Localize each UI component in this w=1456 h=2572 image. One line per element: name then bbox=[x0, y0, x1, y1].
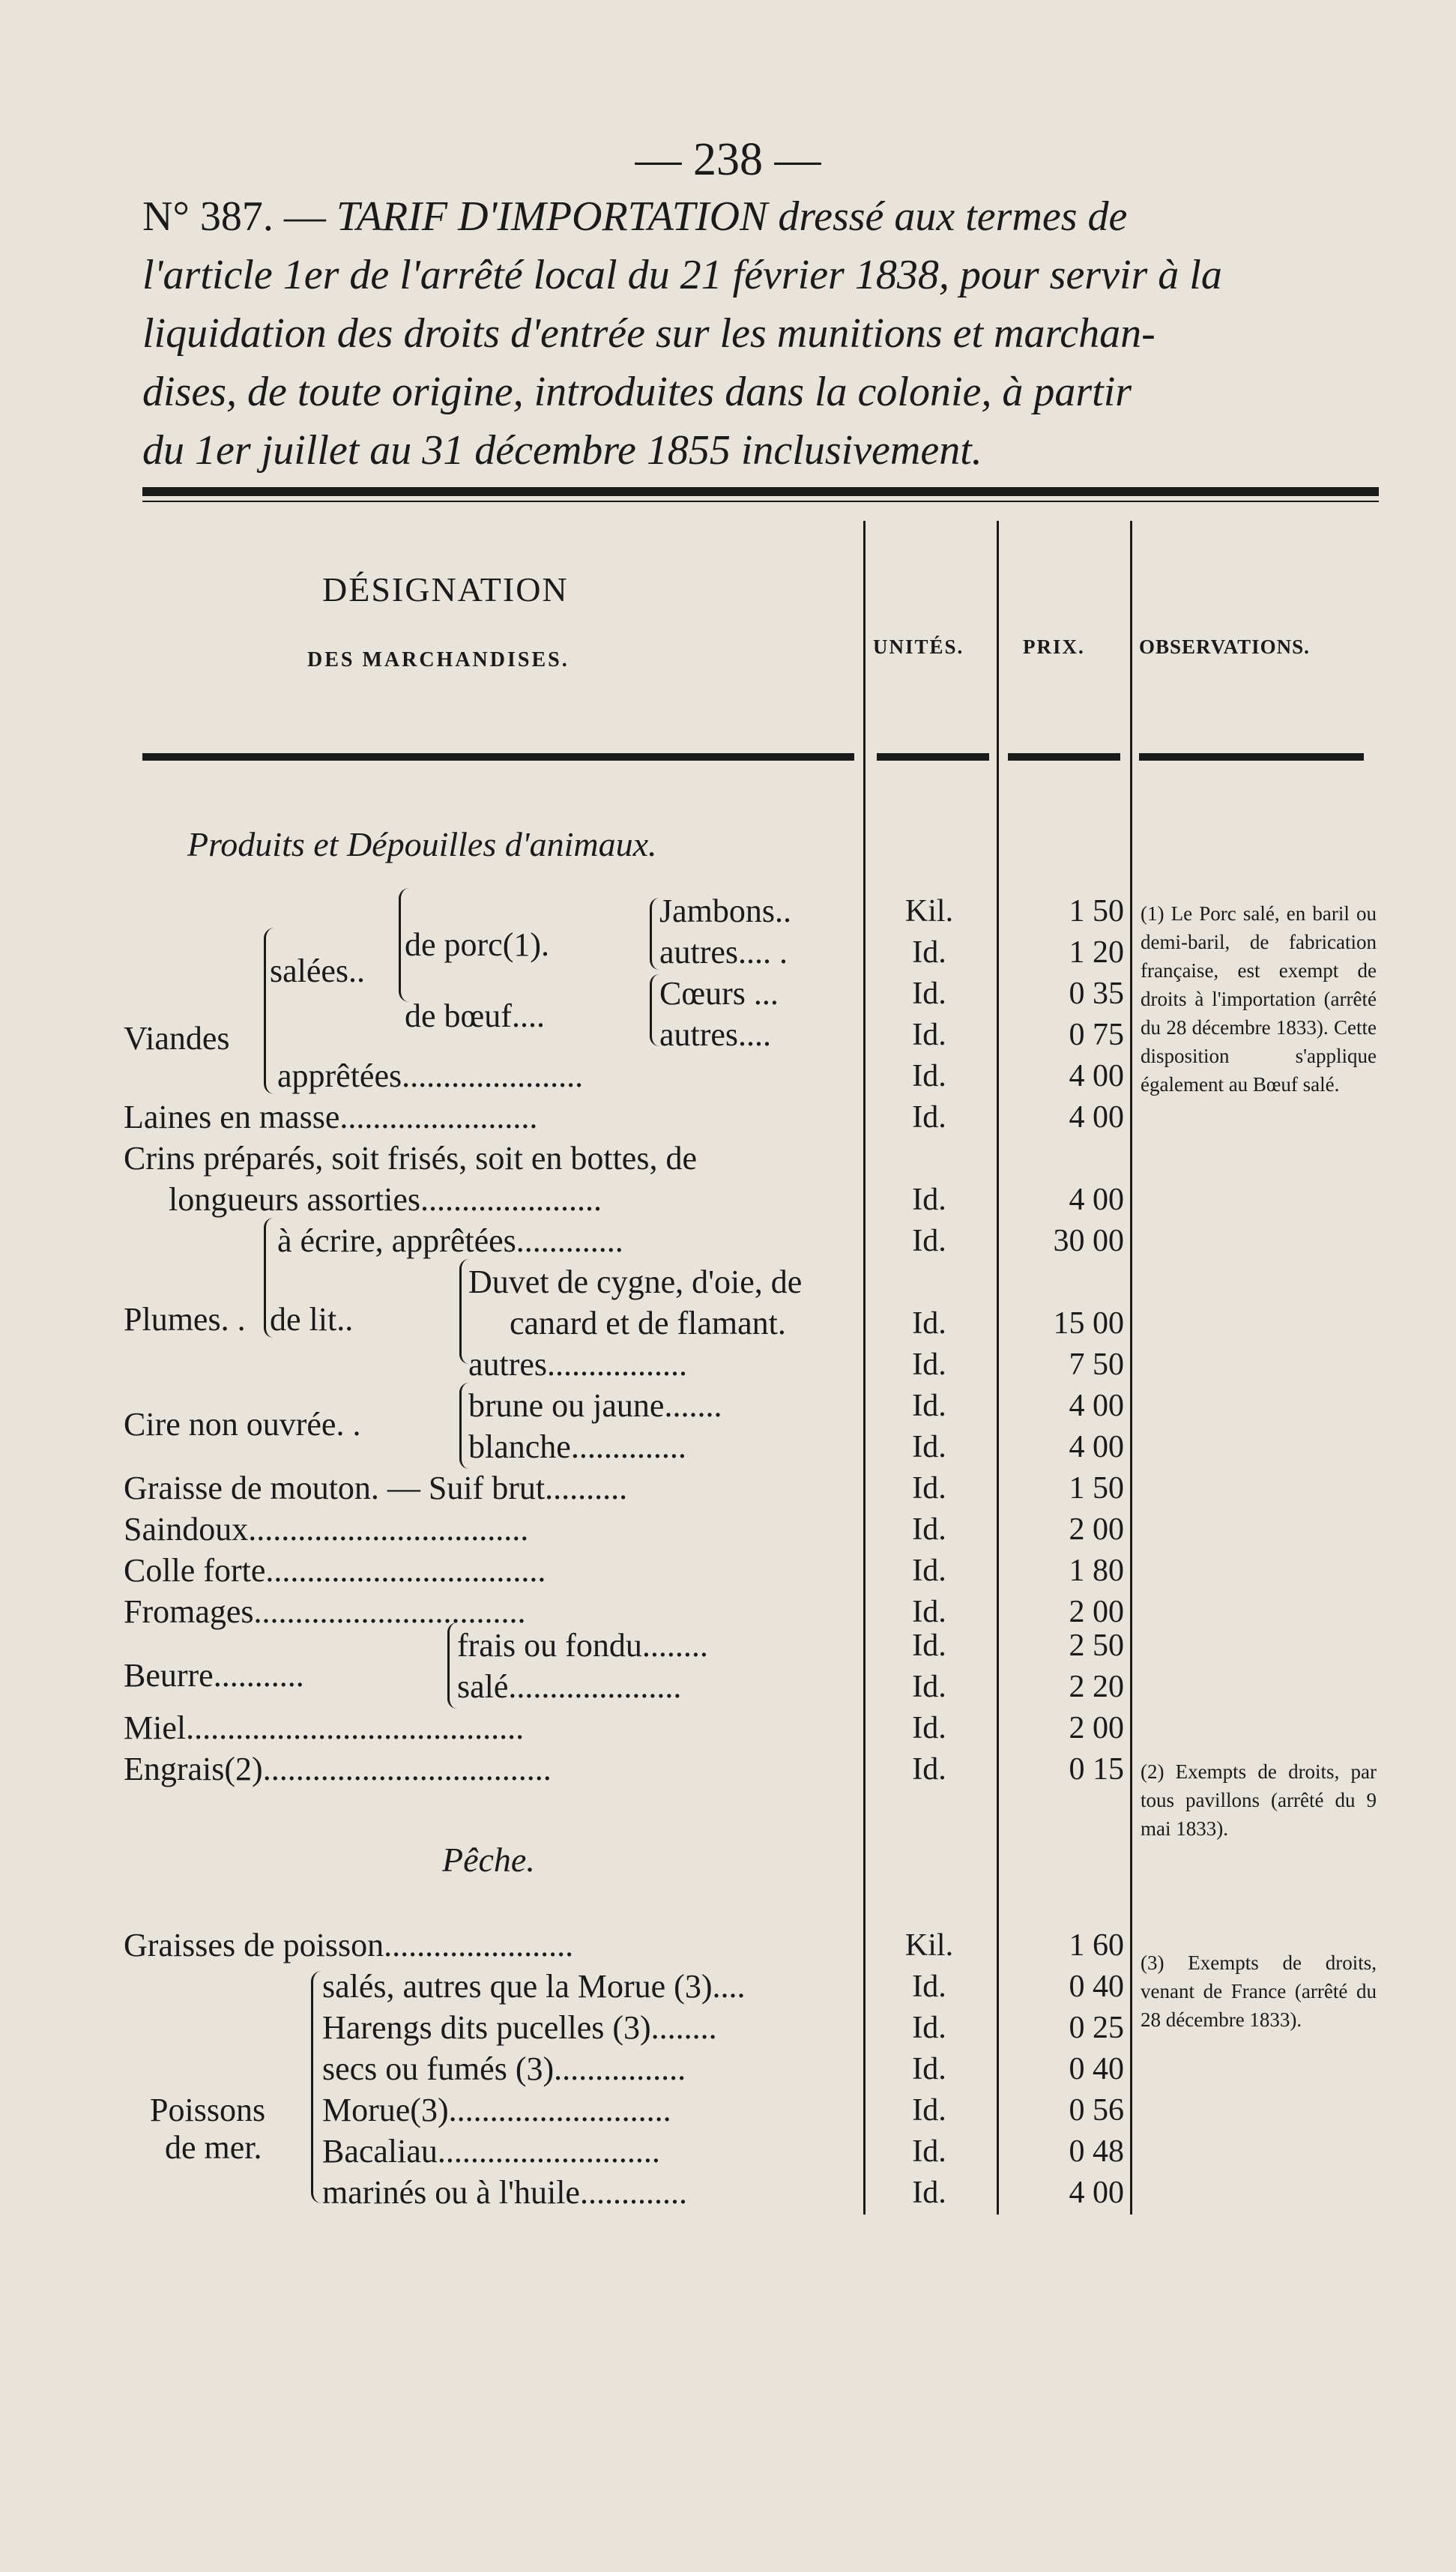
row-label: apprêtées...................... bbox=[277, 1057, 584, 1094]
row-unit: Kil. bbox=[904, 894, 954, 929]
row-price: 1 50 bbox=[1069, 894, 1124, 929]
fish-row-label: salés, autres que la Morue (3).... bbox=[322, 1968, 746, 2005]
note-3: (3) Exempts de droits, venant de France (arrêté du 28 décembre 1833). bbox=[1141, 1951, 1377, 2031]
row-price: 15 00 bbox=[1053, 1306, 1124, 1341]
fish-row-label: secs ou fumés (3)................ bbox=[322, 2050, 686, 2087]
column-divider-3 bbox=[1130, 521, 1132, 2215]
row-price: 2 00 bbox=[1069, 1595, 1124, 1629]
heading-line5: du 1er juillet au 31 décembre 1855 inclusivement. bbox=[142, 427, 982, 474]
row-label: autres................. bbox=[468, 1346, 688, 1383]
row-label: à écrire, apprêtées............. bbox=[277, 1222, 623, 1259]
row-unit: Id. bbox=[912, 1711, 946, 1745]
row-unit: Id. bbox=[912, 1306, 946, 1341]
row-label: Fromages................................. bbox=[124, 1593, 526, 1630]
fish-row-unit: Kil. bbox=[904, 1928, 954, 1963]
row-unit: Id. bbox=[912, 1347, 946, 1382]
row-unit: Id. bbox=[912, 1183, 946, 1217]
row-label: Cœurs ... bbox=[659, 975, 779, 1012]
header-rule-observations bbox=[1139, 753, 1364, 761]
fish-row-price: 4 00 bbox=[1069, 2176, 1124, 2210]
row-label: Crins préparés, soit frisés, soit en bottes, de bbox=[124, 1140, 697, 1177]
row-unit: Id. bbox=[912, 1018, 946, 1052]
header-observations: OBSERVATIONS. bbox=[1139, 636, 1310, 658]
row-unit: Id. bbox=[912, 1059, 946, 1093]
label-plumes: Plumes. . bbox=[124, 1301, 246, 1338]
note-1: (1) Le Porc salé, en baril ou demi-baril, de fabrication française, est exempt de droits à l'importation (arrêté du 28 décembre 1833). Cette disposition s'applique également au Bœuf salé. bbox=[1141, 902, 1377, 1096]
row-unit: Id. bbox=[912, 1512, 946, 1547]
row-unit: Id. bbox=[912, 935, 946, 970]
row-label: longueurs assorties...................... bbox=[169, 1181, 602, 1218]
fish-row-price: 0 25 bbox=[1069, 2011, 1124, 2045]
label-cire: Cire non ouvrée. . bbox=[124, 1406, 361, 1443]
label-salees: salées.. bbox=[270, 953, 366, 989]
fish-row-price: 0 48 bbox=[1069, 2134, 1124, 2169]
heading-line4: dises, de toute origine, introduites dans la colonie, à partir bbox=[142, 369, 1132, 415]
fish-row-unit: Id. bbox=[912, 2134, 946, 2169]
row-label: Jambons.. bbox=[659, 893, 791, 929]
section-animal-products: Produits et Dépouilles d'animaux. bbox=[187, 825, 657, 863]
fish-row-unit: Id. bbox=[912, 2052, 946, 2086]
row-label: autres.... bbox=[659, 1016, 772, 1053]
header-rule-designation bbox=[142, 753, 854, 761]
row-price: 1 50 bbox=[1069, 1471, 1124, 1506]
row-label: blanche.............. bbox=[468, 1428, 686, 1465]
row-price: 2 00 bbox=[1069, 1512, 1124, 1547]
row-label: canard et de flamant. bbox=[510, 1305, 786, 1341]
header-units: UNITÉS. bbox=[873, 636, 964, 658]
label-viandes: Viandes bbox=[124, 1020, 230, 1057]
section-peche: Pêche. bbox=[442, 1841, 535, 1879]
row-price: 2 00 bbox=[1069, 1711, 1124, 1745]
row-label: Engrais(2)................................... bbox=[124, 1751, 552, 1787]
row-label: Colle forte.................................. bbox=[124, 1552, 546, 1589]
label-poissons: Poissons bbox=[150, 2092, 266, 2128]
brace-beurre bbox=[447, 1622, 457, 1709]
page-number: — 238 — bbox=[635, 134, 821, 185]
row-unit: Id. bbox=[912, 1554, 946, 1588]
fish-row-label: marinés ou à l'huile............. bbox=[322, 2174, 687, 2211]
heading-line2: l'article 1er de l'arrêté local du 21 février 1838, pour servir à la bbox=[142, 252, 1222, 298]
row-price: 0 75 bbox=[1069, 1018, 1124, 1052]
label-boeuf: de bœuf.... bbox=[405, 997, 545, 1034]
row-label: brune ou jaune....... bbox=[468, 1387, 722, 1424]
row-label: salé..................... bbox=[457, 1668, 682, 1705]
heading-rule-thin bbox=[142, 501, 1379, 502]
header-rule-price bbox=[1008, 753, 1120, 761]
row-unit: Id. bbox=[912, 1628, 946, 1663]
row-price: 4 00 bbox=[1069, 1389, 1124, 1423]
fish-row-unit: Id. bbox=[912, 2011, 946, 2045]
row-price: 7 50 bbox=[1069, 1347, 1124, 1382]
column-divider-1 bbox=[863, 521, 866, 2215]
heading-line1: TARIF D'IMPORTATION dressé aux termes de bbox=[336, 193, 1128, 240]
row-price: 0 15 bbox=[1069, 1752, 1124, 1787]
fish-row-price: 0 40 bbox=[1069, 2052, 1124, 2086]
row-price: 4 00 bbox=[1069, 1059, 1124, 1093]
brace-boeuf bbox=[650, 974, 659, 1046]
header-price: PRIX. bbox=[1023, 636, 1085, 658]
row-price: 0 35 bbox=[1069, 976, 1124, 1011]
fish-row-price: 1 60 bbox=[1069, 1928, 1124, 1963]
row-price: 4 00 bbox=[1069, 1100, 1124, 1135]
row-label: autres.... . bbox=[659, 934, 788, 970]
row-unit: Id. bbox=[912, 976, 946, 1011]
row-unit: Id. bbox=[912, 1471, 946, 1506]
heading-number: N° 387. — bbox=[142, 193, 336, 240]
heading-rule bbox=[142, 487, 1379, 496]
row-unit: Id. bbox=[912, 1595, 946, 1629]
row-price: 30 00 bbox=[1053, 1224, 1124, 1258]
note-2: (2) Exempts de droits, par tous pavillons (arrêté du 9 mai 1833). bbox=[1141, 1760, 1377, 1840]
fish-row-label: Graisses de poisson....................... bbox=[124, 1927, 574, 1963]
row-label: Graisse de mouton. — Suif brut.......... bbox=[124, 1470, 628, 1506]
header-designation: DÉSIGNATION bbox=[322, 570, 569, 609]
label-demer: de mer. bbox=[165, 2129, 262, 2166]
heading-line3: liquidation des droits d'entrée sur les munitions et marchan- bbox=[142, 310, 1156, 357]
column-divider-2 bbox=[997, 521, 999, 2215]
brace-porc bbox=[650, 898, 659, 970]
row-unit: Id. bbox=[912, 1224, 946, 1258]
row-unit: Id. bbox=[912, 1752, 946, 1787]
fish-row-unit: Id. bbox=[912, 1969, 946, 2004]
header-designation-sub: DES MARCHANDISES. bbox=[307, 648, 570, 671]
row-unit: Id. bbox=[912, 1430, 946, 1464]
label-delit: de lit.. bbox=[270, 1301, 354, 1338]
label-porc: de porc(1). bbox=[405, 926, 550, 963]
brace-poissons bbox=[311, 1971, 322, 2203]
row-price: 4 00 bbox=[1069, 1183, 1124, 1217]
fish-row-unit: Id. bbox=[912, 2093, 946, 2128]
row-label: frais ou fondu........ bbox=[457, 1627, 708, 1664]
header-rule-units bbox=[877, 753, 989, 761]
document-heading bbox=[142, 187, 1379, 480]
row-unit: Id. bbox=[912, 1100, 946, 1135]
row-price: 2 50 bbox=[1069, 1628, 1124, 1663]
fish-row-price: 0 40 bbox=[1069, 1969, 1124, 2004]
row-label: Saindoux.................................. bbox=[124, 1511, 529, 1548]
row-price: 4 00 bbox=[1069, 1430, 1124, 1464]
row-unit: Id. bbox=[912, 1389, 946, 1423]
fish-row-unit: Id. bbox=[912, 2176, 946, 2210]
row-label: Duvet de cygne, d'oie, de bbox=[468, 1264, 803, 1300]
fish-row-label: Harengs dits pucelles (3)........ bbox=[322, 2009, 717, 2046]
label-beurre: Beurre........... bbox=[124, 1657, 304, 1694]
row-price: 2 20 bbox=[1069, 1670, 1124, 1704]
row-label: Miel......................................... bbox=[124, 1709, 525, 1746]
row-price: 1 80 bbox=[1069, 1554, 1124, 1588]
fish-row-label: Bacaliau........................... bbox=[322, 2133, 660, 2170]
row-label: Laines en masse........................ bbox=[124, 1099, 538, 1135]
fish-row-price: 0 56 bbox=[1069, 2093, 1124, 2128]
row-unit: Id. bbox=[912, 1670, 946, 1704]
row-price: 1 20 bbox=[1069, 935, 1124, 970]
fish-row-label: Morue(3)........................... bbox=[322, 2092, 671, 2128]
